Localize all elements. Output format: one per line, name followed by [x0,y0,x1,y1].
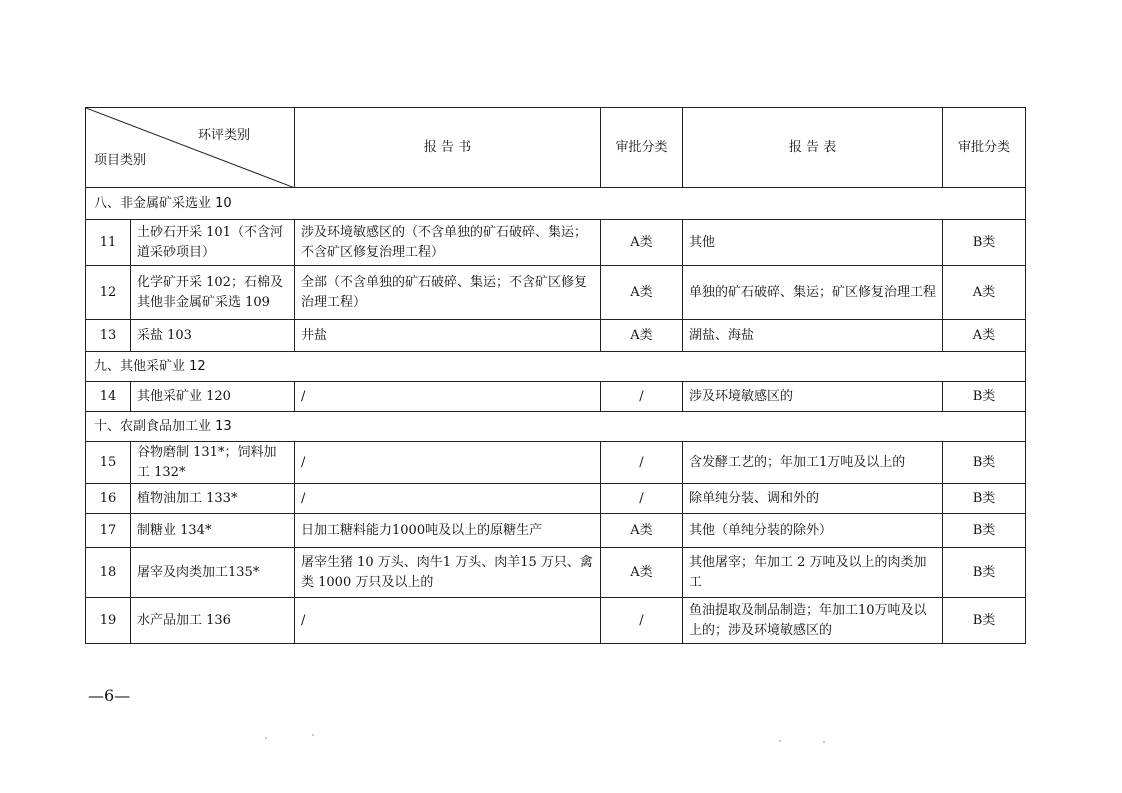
approval-class-1: A类 [601,220,683,266]
approval-class-2: B类 [943,598,1026,644]
approval-class-2: A类 [943,320,1026,352]
project-name: 化学矿开采 102；石棉及其他非金属矿采选 109 [131,266,295,320]
report-book-criteria: 井盐 [295,320,601,352]
approval-class-2: B类 [943,548,1026,598]
approval-class-1: / [601,598,683,644]
report-form-criteria: 鱼油提取及制品制造；年加工10万吨及以上的；涉及环境敏感区的 [683,598,943,644]
row-number: 14 [86,382,131,412]
project-name: 其他采矿业 120 [131,382,295,412]
report-form-criteria: 含发酵工艺的；年加工1万吨及以上的 [683,442,943,484]
section-row [86,188,1026,220]
approval-class-1: A类 [601,514,683,548]
row-number: 11 [86,220,131,266]
row-number: 17 [86,514,131,548]
table-header-row [86,108,1026,188]
project-name: 谷物磨制 131*；饲料加工 132* [131,442,295,484]
report-book-criteria: / [295,382,601,412]
table-row [86,548,1026,598]
table-row [86,320,1026,352]
header-report-form: 报 告 表 [683,108,943,188]
header-approval-1: 审批分类 [601,108,683,188]
project-name: 植物油加工 133* [131,484,295,514]
report-book-criteria: 日加工糖料能力1000吨及以上的原糖生产 [295,514,601,548]
project-name: 采盐 103 [131,320,295,352]
approval-class-2: A类 [943,266,1026,320]
project-name: 制糖业 134* [131,514,295,548]
report-book-criteria: 全部（不含单独的矿石破碎、集运；不含矿区修复治理工程） [295,266,601,320]
approval-class-2: B类 [943,442,1026,484]
row-number: 19 [86,598,131,644]
approval-class-2: B类 [943,514,1026,548]
row-number: 15 [86,442,131,484]
section-title: 九、其他采矿业 12 [86,352,1026,382]
table-row [86,514,1026,548]
approval-class-1: A类 [601,548,683,598]
approval-class-2: B类 [943,382,1026,412]
classification-table [85,107,1025,644]
report-form-criteria: 除单纯分装、调和外的 [683,484,943,514]
report-book-criteria: / [295,442,601,484]
header-diagonal-cell [86,108,295,188]
scan-speck [823,741,825,743]
header-report-book: 报 告 书 [295,108,601,188]
row-number: 12 [86,266,131,320]
row-number: 18 [86,548,131,598]
report-book-criteria: 屠宰生猪 10 万头、肉牛1 万头、肉羊15 万只、禽类 1000 万只及以上的 [295,548,601,598]
approval-class-2: B类 [943,220,1026,266]
project-name: 屠宰及肉类加工135* [131,548,295,598]
scan-speck [779,740,781,742]
header-approval-2: 审批分类 [943,108,1026,188]
report-form-criteria: 其他（单纯分装的除外） [683,514,943,548]
approval-class-2: B类 [943,484,1026,514]
approval-class-1: A类 [601,266,683,320]
table-row [86,598,1026,644]
header-env-category: 环评类别 [197,128,250,143]
page-number: —6— [88,686,131,705]
approval-class-1: / [601,484,683,514]
project-name: 土砂石开采 101（不含河道采砂项目） [131,220,295,266]
scan-speck [265,737,267,739]
report-form-criteria: 其他 [683,220,943,266]
section-row [86,352,1026,382]
table-row [86,220,1026,266]
approval-class-1: / [601,382,683,412]
approval-class-1: / [601,442,683,484]
report-form-criteria: 湖盐、海盐 [683,320,943,352]
report-book-criteria: / [295,484,601,514]
row-number: 16 [86,484,131,514]
diagonal-line [86,108,295,188]
report-form-criteria: 单独的矿石破碎、集运；矿区修复治理工程 [683,266,943,320]
report-form-criteria: 涉及环境敏感区的 [683,382,943,412]
table-row [86,484,1026,514]
table-row [86,442,1026,484]
table-row [86,382,1026,412]
approval-class-1: A类 [601,320,683,352]
row-number: 13 [86,320,131,352]
report-form-criteria: 其他屠宰；年加工 2 万吨及以上的肉类加工 [683,548,943,598]
report-book-criteria: / [295,598,601,644]
header-project-category: 项目类别 [94,153,147,168]
section-title: 八、非金属矿采选业 10 [86,188,1026,220]
section-row [86,412,1026,442]
table-row [86,266,1026,320]
section-title: 十、农副食品加工业 13 [86,412,1026,442]
project-name: 水产品加工 136 [131,598,295,644]
scan-speck [312,734,314,736]
report-book-criteria: 涉及环境敏感区的（不含单独的矿石破碎、集运；不含矿区修复治理工程） [295,220,601,266]
